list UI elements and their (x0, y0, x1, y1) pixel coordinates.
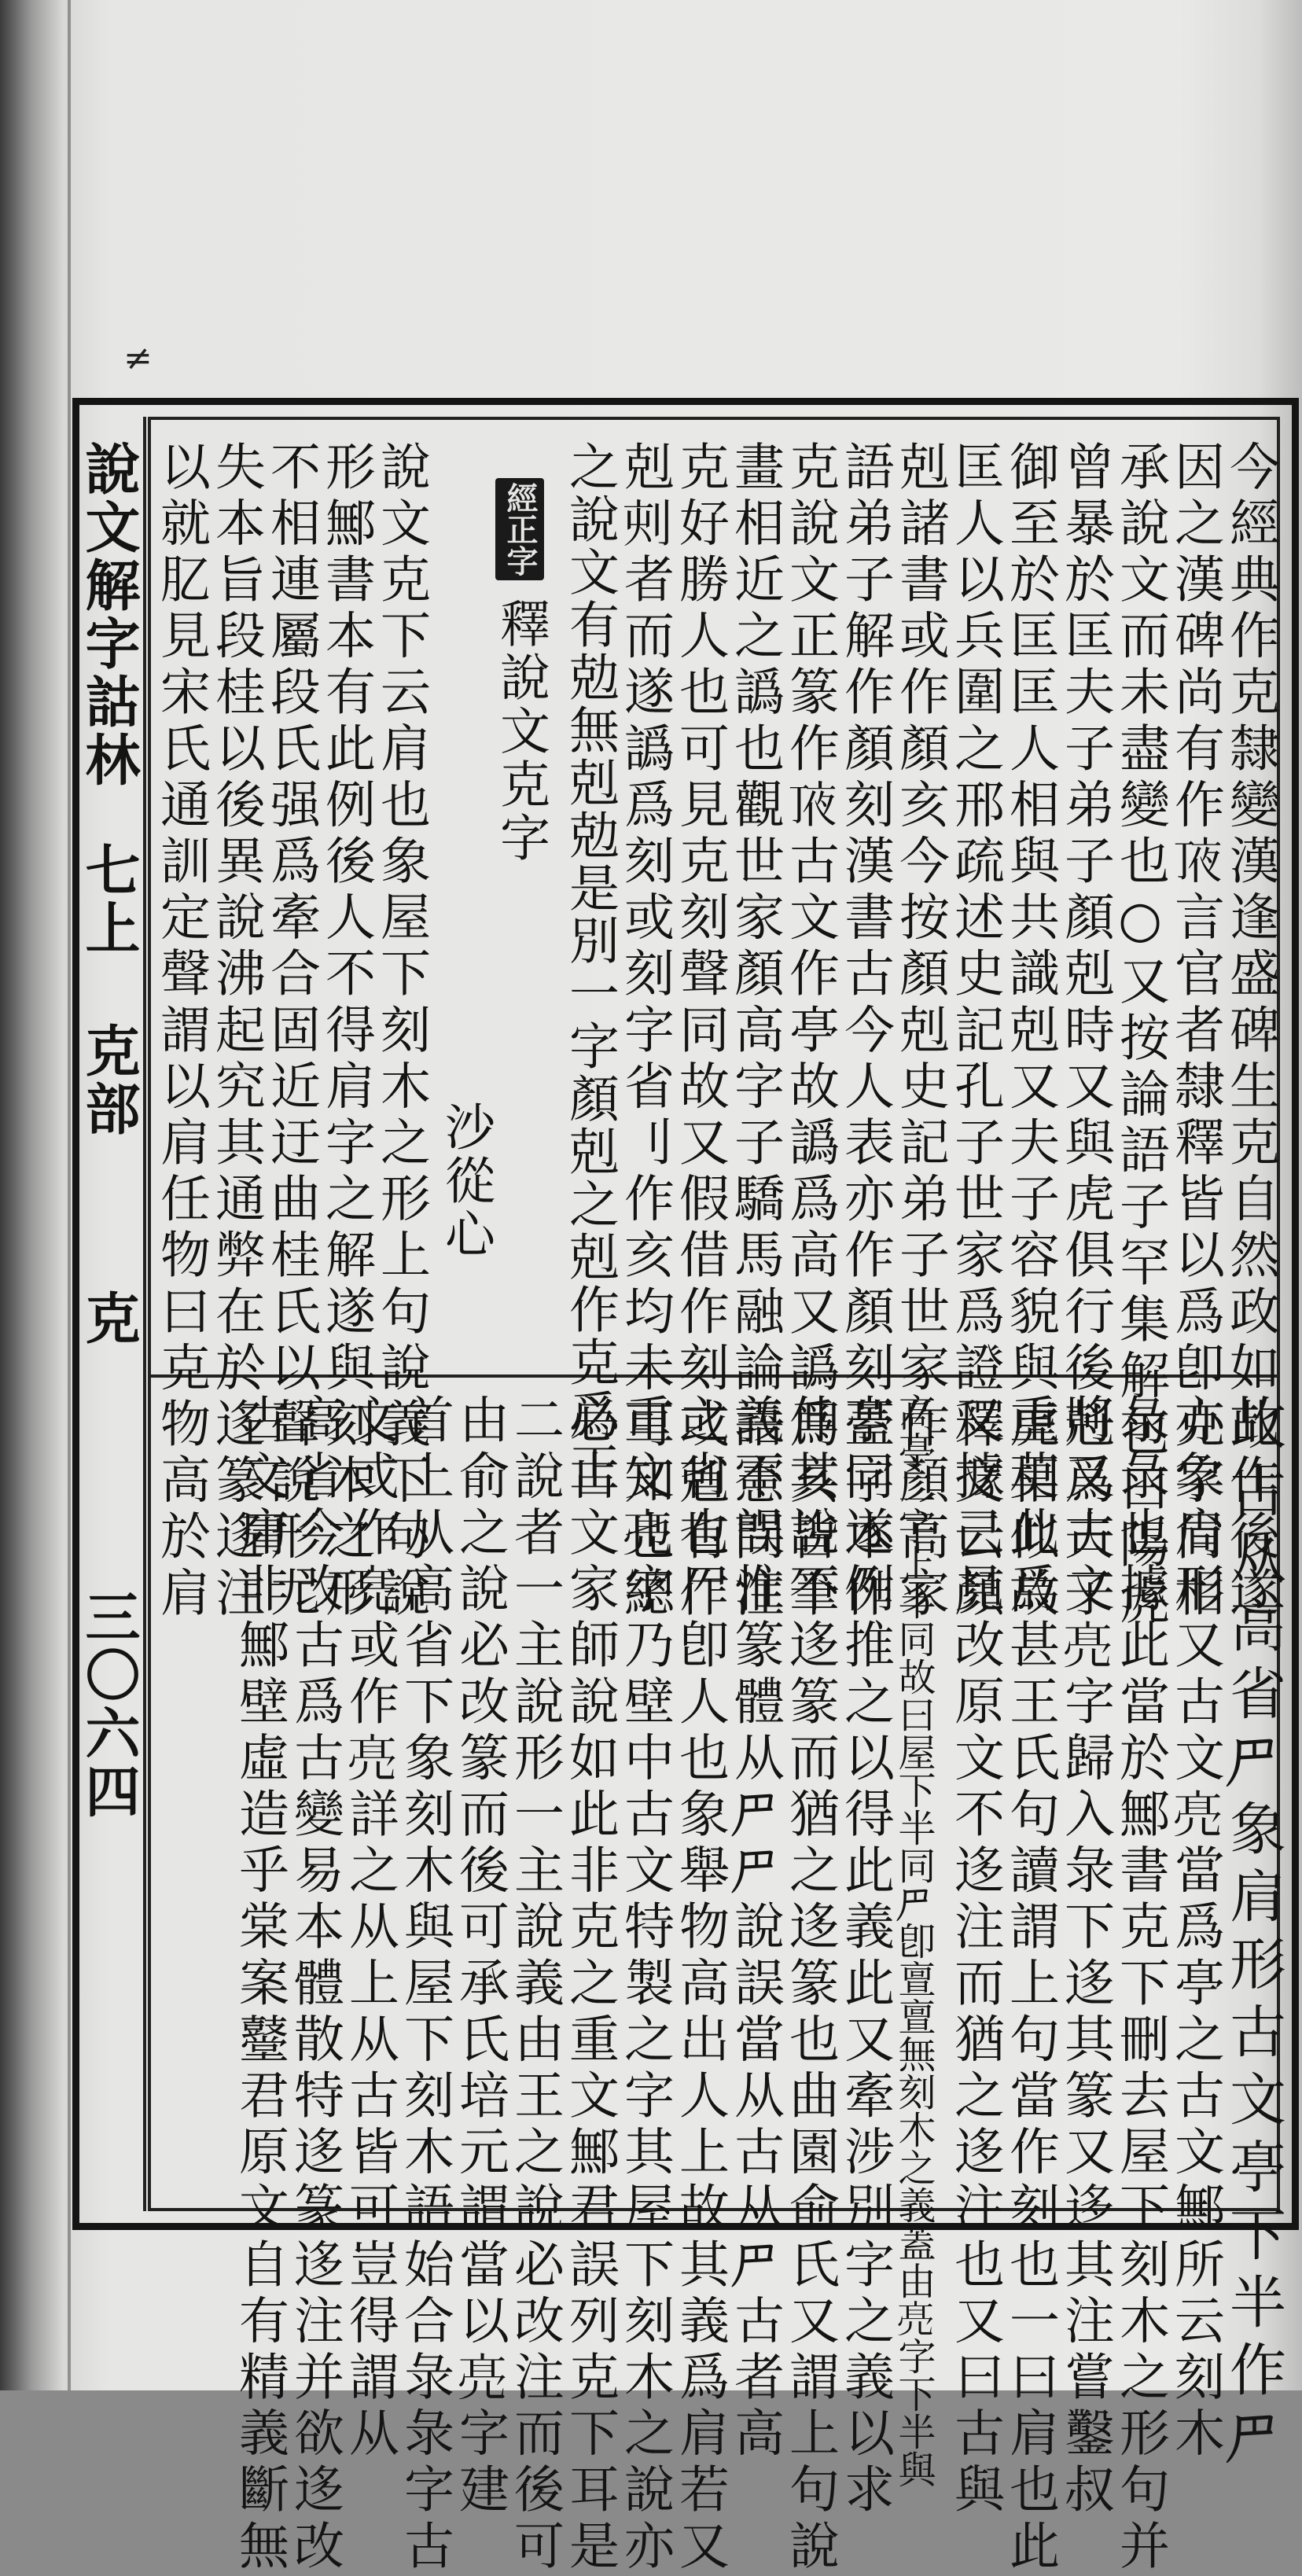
text-column: 說文克下云肩也象屋下刻木之形上句說義下句說 (372, 440, 430, 1623)
text-column: 克說文正篆作𠅗古文作𠅘故譌爲高又譌爲亥皆筆 (781, 440, 839, 1623)
text-column: 之省也尸卽人也象舉物高出人上故其義爲肩若又 (671, 1393, 729, 2576)
character-label: 克 (76, 1290, 142, 1348)
section-heading: 釋說文克字 (491, 598, 550, 865)
text-column: 因之漢碑尚有作𠅗言官者隸釋皆以爲卽克字尙相 (1166, 440, 1224, 1623)
text-column: 重莫此爲甚王氏句讀謂上句當作刻也一曰肩也此 (1001, 1393, 1059, 2576)
text-column: 亦象肩形又古文𠅙當爲𠅘之古文鄦所云刻木 (1166, 1393, 1224, 2464)
volume-label: 七上 (76, 841, 142, 958)
text-column: 語弟子解作顏刻漢書古今人表亦作顏刻蓋字本作 (836, 440, 894, 1623)
text-column: 伸其說不迻篆而猶之迻篆也曲園俞氏又謂上句說 (781, 1393, 839, 2576)
book-title: 說文解字詁林 (76, 440, 142, 789)
text-column: 𠅘同遂例推之以得此義此又牽涉別字之義以求 (836, 1393, 894, 2519)
text-column: 剋諸書或作顏亥今按顏剋史記弟子世家作顏高家 (891, 440, 949, 1623)
text-column: 由俞之說必改篆而後可承氏培元謂當以𠅙字建 (451, 1393, 509, 2519)
binding-gutter (68, 0, 71, 2390)
text-column: 剋𠜇者而遂譌爲刻或刻字省刂作亥均未可知也總 (616, 440, 674, 1623)
text-column: 必古文家師說如此非克之重文鄦君誤列克下耳是 (561, 1393, 619, 2576)
radical-label: 克部 (76, 1022, 142, 1139)
text-column: 將又古文𠅙字歸入彔下迻其篆又迻其注嘗鑿叔 (1056, 1393, 1114, 2519)
text-column: 二說者一主說形一主說義由王之說必改注而後可 (506, 1393, 564, 2576)
text-column: 故古从高省𠃜象肩形古文𠅘下半作𠃜 (1220, 1393, 1286, 2475)
text-column: 高省今改古爲古變易本體散特迻篆迻注并欲迻改 (285, 1393, 344, 2576)
text-column: 形鄦書本有此例後人不得肩字之解遂與刻木之形 (317, 440, 375, 1623)
text-column: 高𠅘二字上半同故曰屋下半同𠃜卽亶亶無刻木之義蓋由𠅙字下半與 (892, 1393, 936, 2488)
text-column: 義不誤惟篆體从𠃜𠃜說誤當从古从𠃜古者高 (726, 1393, 784, 2464)
text-column: 重文𠅙字乃壁中古文特製之字其屋下刻木之說亦 (616, 1393, 674, 2576)
text-column: 畫相近之譌也觀世家顏高字子驕馬融論語憲問注 (726, 440, 784, 1623)
text-column: 文或作𠅙或作𠅙詳之从上从古皆可豈得謂从 (340, 1393, 399, 2464)
text-column: 之說文有勊無剋勊是別一字顏剋之剋作克爲正 (561, 440, 619, 1494)
header-column-rule (143, 417, 146, 2211)
text-column: 古文庸非鄦壁虛造乎棠案鼞君原文自有精義斷無 (230, 1393, 289, 2576)
page-number: 三〇六四 (76, 1588, 142, 1821)
gutter-mark: ≠ (118, 338, 158, 378)
text-column: 不相連屬段氏强爲牽合固近迂曲桂氏以聲說形尤 (262, 440, 320, 1623)
text-column: 以就肊見宋氏通訓定聲謂以肩任物曰克物高於肩 (152, 440, 210, 1623)
author-note: 沙從心 (436, 1101, 495, 1261)
text-column: 御至於匡匡人相與共識剋又夫子容貌與虎相似故 (1001, 440, 1059, 1623)
text-column: 承說文而未盡變也○又按論語子罕集解包曰陽虎 (1111, 440, 1169, 1631)
text-column: 匡人以兵圍之邢疏述史記孔子世家爲證釋文云顏 (946, 440, 1004, 1623)
text-column: 今經典作克隸變漢逢盛碑生克自然政如此作後遂 (1221, 440, 1279, 1623)
text-column: 克好勝人也可見克刻聲同故又假借作刻或剋有作 (671, 440, 729, 1623)
text-column: 首上从高省下象刻木與屋下刻木語始合彔彔字古 (395, 1393, 454, 2576)
text-column: 彔彔也據此當於鄦書克下刪去屋下刻木之形句并 (1111, 1393, 1169, 2576)
seal-note: 經正字 (495, 478, 544, 580)
text-column: 又據己見改原文不迻注而猶之迻注也又曰古與 (946, 1393, 1004, 2519)
text-column: 失本旨段桂以後異說沸起究其通弊在於迻篆迻注 (207, 440, 265, 1623)
text-column: 曾暴於匡夫子弟子顏剋時又與虎俱行後剋爲夫子 (1056, 440, 1114, 1623)
